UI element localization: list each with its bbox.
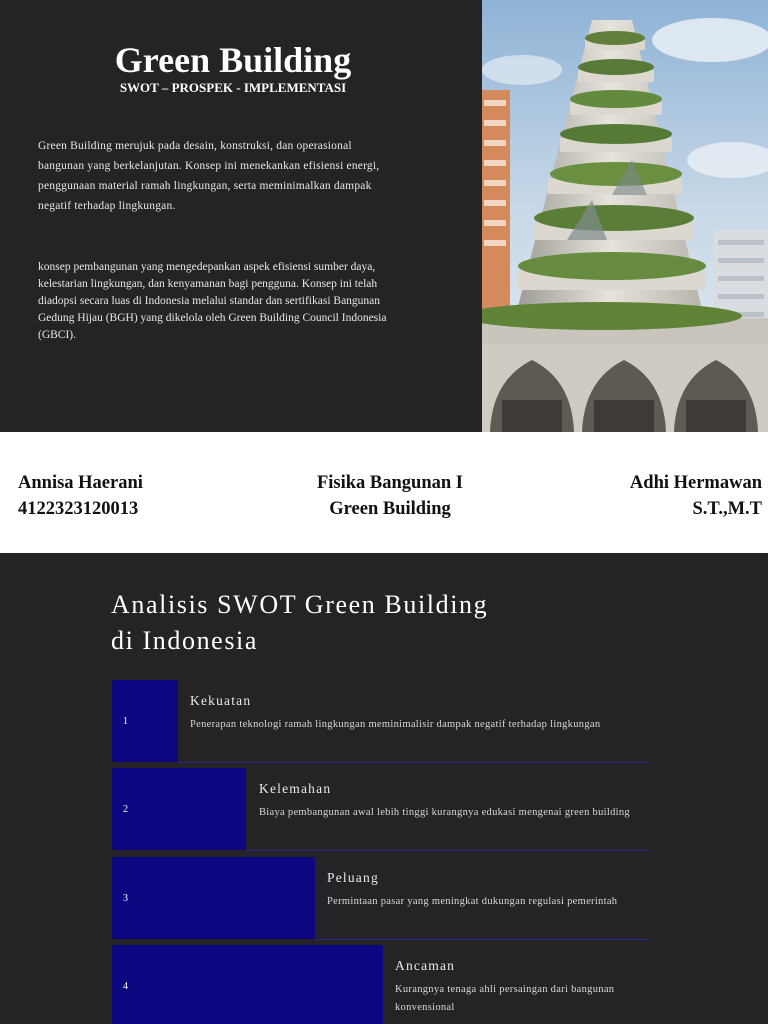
lecturer-degree: S.T.,M.T	[692, 499, 762, 519]
swot-number: 4	[123, 981, 128, 992]
swot-description: Permintaan pasar yang meningkat dukungan regulasi pemerintah	[327, 896, 618, 907]
swot-heading: Peluang	[327, 870, 379, 885]
swot-title-line2: di Indonesia	[111, 626, 259, 655]
slide-subtitle: SWOT – PROSPEK - IMPLEMENTASI	[119, 80, 347, 95]
swot-number-box	[112, 768, 246, 850]
student-info	[18, 470, 143, 522]
green-tower-illustration	[482, 0, 768, 432]
concept-paragraph: konsep pembangunan yang mengedepankan aspek efisiensi sumber daya, kelestarian lingkungan, dan kenyamanan bagi pengguna. Konsep ini telah diadopsi secara luas di Indonesia melalui standar dan sertifikasi Bangunan Gedung Hijau (BGH) yang dikelola oleh Green Building Council Indonesia (GBCI).	[38, 261, 387, 341]
swot-heading: Kelemahan	[259, 781, 332, 796]
swot-number-box	[112, 857, 315, 939]
swot-item-weakness	[0, 768, 768, 856]
course-topic: Green Building	[329, 499, 451, 519]
lecturer-info	[630, 470, 762, 522]
swot-description: Kurangnya tenaga ahli persaingan dari bangunan konvensional	[395, 984, 615, 1013]
slide-title: Green Building	[114, 40, 352, 80]
green-tower-photo	[482, 0, 768, 432]
swot-title-line1: Analisis SWOT Green Building	[111, 590, 489, 619]
swot-item-opportunity	[0, 857, 768, 945]
author-band	[0, 432, 768, 553]
course-name: Fisika Bangunan I	[316, 473, 463, 493]
swot-number: 2	[123, 804, 128, 815]
swot-number-box	[112, 945, 383, 1024]
swot-divider	[178, 762, 650, 763]
title-slide	[0, 0, 768, 432]
swot-item-strength	[0, 680, 768, 768]
swot-description: Penerapan teknologi ramah lingkungan meminimalisir dampak negatif terhadap lingkungan	[190, 719, 601, 730]
intro-paragraph: Green Building merujuk pada desain, konstruksi, dan operasional bangunan yang berkelanjutan. Konsep ini menekankan efisiensi energi, penggunaan material ramah lingkungan, serta meminimalkan dampak negatif terhadap lingkungan.	[38, 140, 380, 212]
swot-divider	[315, 939, 650, 940]
swot-slide	[0, 553, 768, 1024]
course-info	[250, 470, 530, 522]
swot-heading: Ancaman	[395, 958, 456, 973]
title-slide-text-panel	[0, 0, 482, 432]
student-name: Annisa Haerani	[18, 473, 143, 493]
swot-title	[111, 587, 591, 659]
swot-description: Biaya pembangunan awal lebih tinggi kurangnya edukasi mengenai green building	[259, 807, 630, 818]
swot-number-box	[112, 680, 178, 762]
student-id: 4122323120013	[18, 499, 139, 519]
swot-divider	[246, 850, 650, 851]
swot-item-threat	[0, 945, 768, 1024]
swot-heading: Kekuatan	[190, 693, 252, 708]
swot-number: 3	[123, 893, 128, 904]
lecturer-name: Adhi Hermawan	[629, 473, 762, 493]
swot-number: 1	[123, 716, 128, 727]
